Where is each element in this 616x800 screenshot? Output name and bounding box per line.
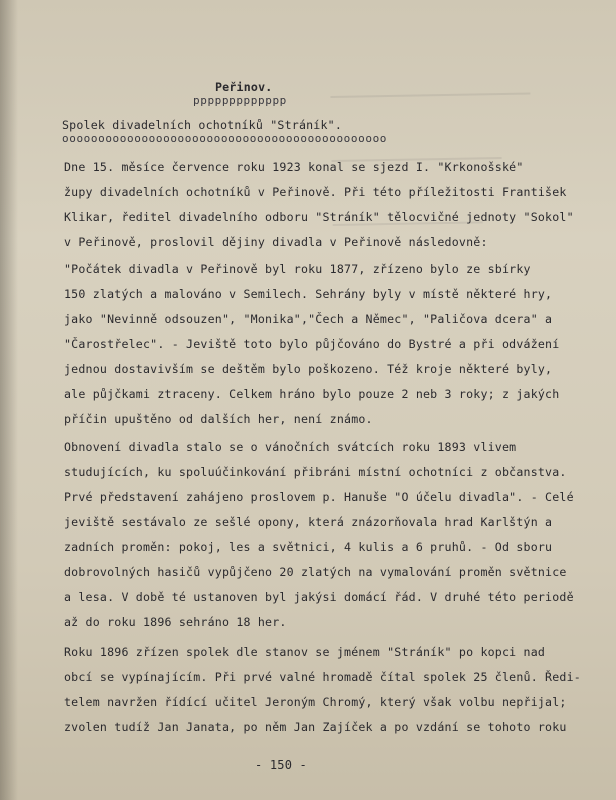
text-line-18: a lesa. V době té ustanoven byl jakýsi domácí řád. V druhé této periodě: [64, 590, 574, 604]
text-line-16: zadních proměn: pokoj, les a světnici, 4 kulis a 6 pruhů. - Od sboru: [64, 540, 553, 554]
text-line-20: Roku 1896 zřízen spolek dle stanov se jménem "Stráník" po kopci nad: [64, 645, 546, 659]
text-line-11: příčin upuštěno od dalších her, není známo.: [64, 412, 373, 426]
text-line-23: zvolen tudíž Jan Janata, po něm Jan Zajíček a po vzdání se tohoto roku: [64, 720, 567, 734]
text-line-15: jeviště sestávalo ze sešlé opony, která znázorňovala hrad Karlštýn a: [64, 515, 553, 529]
text-line-5: "Počátek divadla v Peřinově byl roku 1877, zřízeno bylo ze sbírky: [64, 262, 531, 276]
bleed-through-shapes: [329, 38, 560, 102]
text-line-3: Klikar, ředitel divadelního odboru "Stráník" tělocvičné jednoty "Sokol": [64, 210, 574, 224]
text-line-12: Obnovení divadla stalo se o vánočních svátcích roku 1893 vlivem: [64, 440, 517, 454]
text-line-2: župy divadelních ochotníků v Peřinově. Při této příležitosti František: [64, 185, 567, 199]
page-number: - 150 -: [255, 758, 307, 772]
section-subtitle: Spolek divadelních ochotníků "Stráník".: [62, 118, 343, 132]
text-line-17: dobrovolných hasičů vypůjčeno 20 zlatých na vymalování proměn světnice: [64, 565, 567, 579]
text-line-10: ale půjčkami ztraceny. Celkem hráno bylo pouze 2 neb 3 roky; z jakých: [64, 387, 560, 401]
title-underline: ppppppppppppp: [193, 94, 287, 107]
page-title: Peřinov.: [215, 80, 273, 94]
text-line-9: jednou dostavivším se deštěm bylo poškozeno. Též kroje některé byly,: [64, 362, 553, 376]
text-line-14: Prvé představení zahájeno proslovem p. Hanuše "O účelu divadla". - Celé: [64, 490, 574, 504]
text-line-4: v Peřinově, proslovil dějiny divadla v Peřinově následovně:: [64, 235, 488, 249]
text-line-7: jako "Nevinně odsouzen", "Monika","Čech a Němec", "Paličova dcera" a: [64, 312, 553, 326]
text-line-8: "Čarostřelec". - Jeviště toto bylo půjčováno do Bystré a při odvážení: [64, 337, 560, 351]
text-line-13: studujících, ku spoluúčinkování přibráni místní ochotníci z občanstva.: [64, 465, 567, 479]
text-line-1: Dne 15. měsíce července roku 1923 konal se sjezd I. "Krkonošské": [64, 160, 524, 174]
page-shadow: [0, 0, 18, 800]
text-line-6: 150 zlatých a malováno v Semilech. Sehrány byly v místě některé hry,: [64, 287, 553, 301]
text-line-21: obcí se vypínajícím. Při prvé valné hromadě čítal spolek 25 členů. Ředi-: [64, 670, 581, 684]
text-line-19: až do roku 1896 sehráno 18 her.: [64, 615, 287, 629]
text-line-22: telem navržen řídící učitel Jeroným Chromý, který však volbu nepřijal;: [64, 695, 567, 709]
subtitle-underline: ooooooooooooooooooooooooooooooooooooooooooooo: [62, 132, 388, 145]
